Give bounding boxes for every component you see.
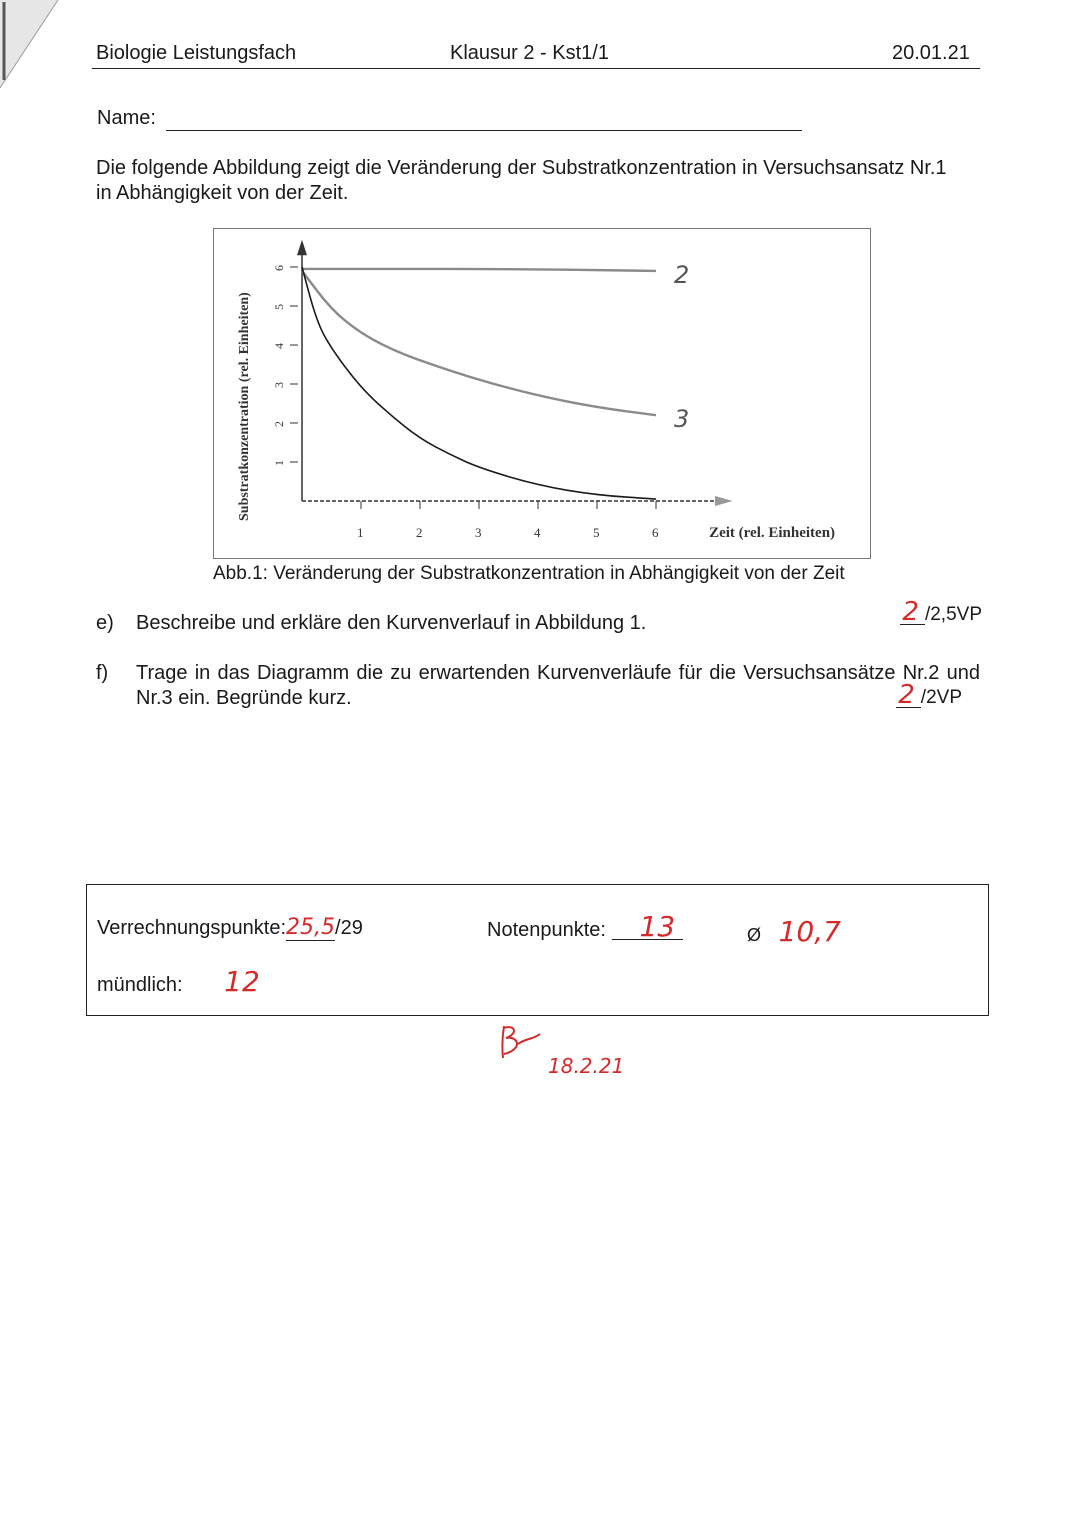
y-tick-label: 3 (272, 382, 286, 388)
y-tick-label: 1 (272, 460, 286, 466)
x-tick-label: 4 (534, 525, 541, 540)
x-axis-arrow (715, 496, 733, 506)
noten-value: 13 (612, 915, 684, 940)
muendlich-value: 12 (224, 965, 260, 998)
verrechnung-max: /29 (335, 917, 363, 939)
figure-frame (213, 228, 871, 559)
header-subject: Biologie Leistungsfach (96, 42, 297, 64)
task-e-score (872, 597, 982, 627)
y-axis-label: Substratkonzentration (rel. Einheiten) (237, 292, 252, 521)
series-label-3: 3 (674, 405, 690, 434)
task-e-score-hand: 2 (900, 600, 925, 625)
y-tick-label: 6 (272, 265, 286, 271)
average-value: 10,7 (778, 915, 841, 948)
verrechnung-value: 25,5 (286, 915, 336, 940)
header-exam: Klausur 2 - Kst1/1 (450, 42, 609, 64)
average-row (747, 915, 841, 948)
x-tick-label: 3 (475, 525, 482, 540)
task-f-score-hand: 2 (896, 683, 921, 708)
name-field-line[interactable] (166, 130, 802, 131)
y-tick-label: 5 (272, 304, 286, 310)
task-f-label: f) (96, 662, 109, 684)
intro-text: Die folgende Abbildung zeigt die Veränderung der Substratkonzentration in Versuchsansatz Nr.1 in Abhängigkeit von der Zeit. (96, 157, 947, 204)
result-box (86, 884, 989, 1016)
task-f-text: Trage in das Diagramm die zu erwartenden Kurvenverläufe für die Versuchsansätze Nr.2 und Nr.3 ein. Begründe kurz. (136, 662, 980, 709)
x-tick-label: 6 (652, 525, 659, 540)
x-axis-label: Zeit (rel. Einheiten) (709, 525, 836, 541)
x-tick-label: 1 (357, 525, 364, 540)
series-line-3 (302, 271, 656, 415)
task-e-label: e) (96, 612, 114, 634)
verrechnung-row (97, 915, 363, 941)
noten-label: Notenpunkte: (487, 919, 606, 941)
series-line-base (302, 267, 656, 499)
muendlich-label: mündlich: (97, 974, 183, 996)
task-f-score-max: /2VP (920, 687, 962, 708)
average-symbol: Ø (747, 925, 762, 945)
page-corner-fold (0, 0, 60, 90)
task-f-score (872, 680, 962, 710)
task-e-text: Beschreibe und erkläre den Kurvenverlauf in Abbildung 1. (136, 612, 647, 634)
task-e (96, 611, 856, 636)
header-rule (92, 68, 980, 69)
name-label: Name: (97, 107, 156, 129)
task-f (96, 661, 986, 711)
teacher-signature-icon (496, 1020, 546, 1064)
y-axis-arrow (297, 240, 307, 256)
verrechnung-label: Verrechnungspunkte: (97, 917, 287, 939)
task-e-score-max: /2,5VP (924, 604, 982, 625)
substrate-chart (214, 229, 870, 558)
header-date: 20.01.21 (892, 42, 970, 64)
y-tick-label: 4 (272, 343, 286, 349)
signature-date: 18.2.21 (548, 1054, 625, 1078)
muendlich-row (97, 965, 260, 998)
series-line-2 (302, 269, 656, 271)
x-tick-label: 2 (416, 525, 423, 540)
series-label-2: 2 (674, 260, 690, 289)
y-tick-label: 2 (272, 421, 286, 427)
figure-caption: Abb.1: Veränderung der Substratkonzentration in Abhängigkeit von der Zeit (213, 563, 845, 584)
noten-row (487, 910, 683, 943)
x-tick-label: 5 (593, 525, 600, 540)
